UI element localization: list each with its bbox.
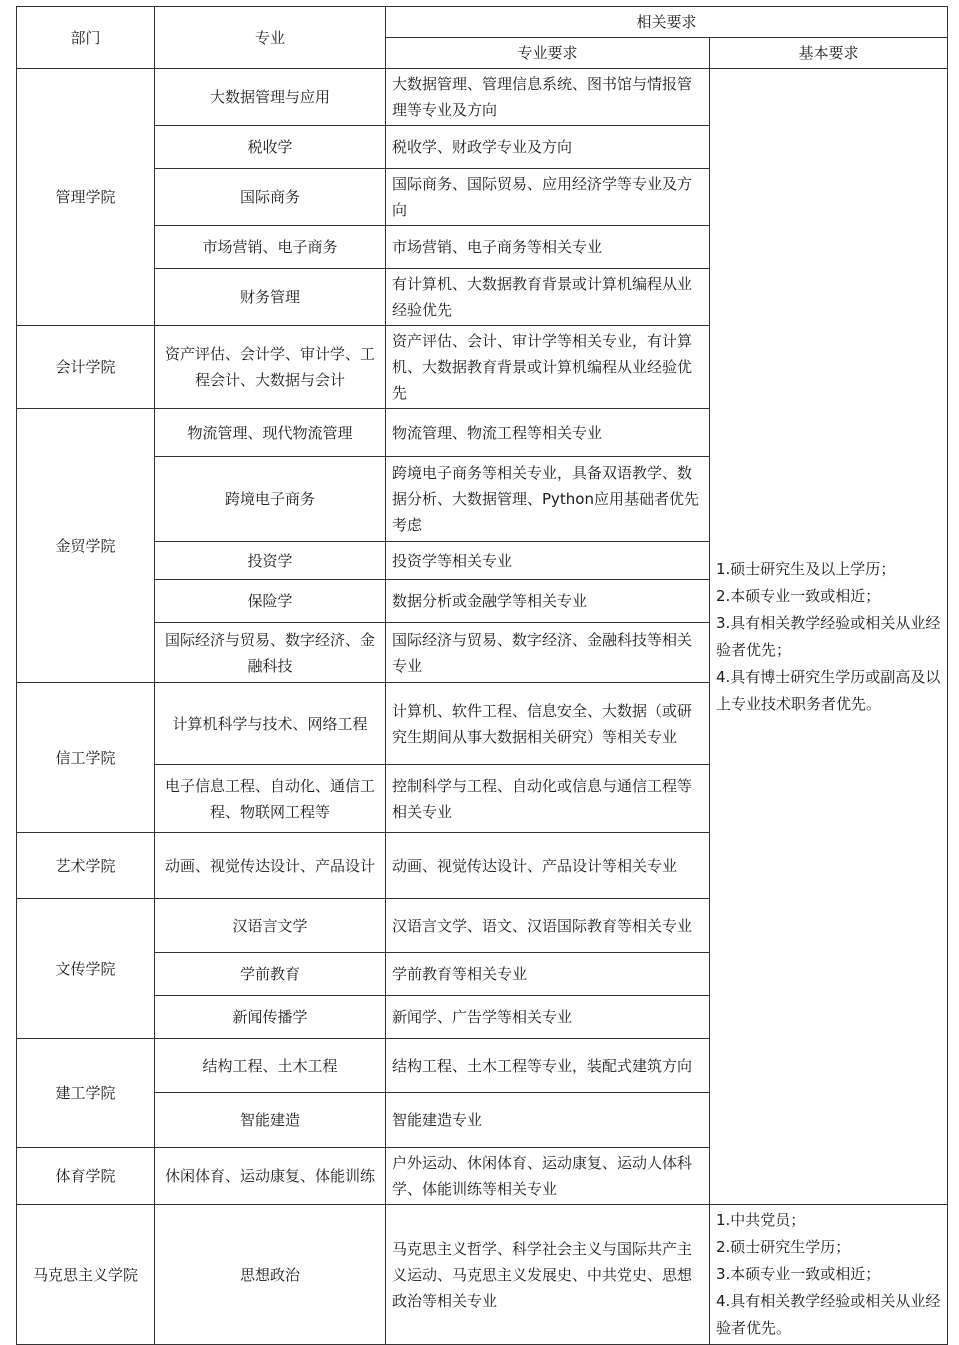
basic-requirement-item: 3.本硕专业一致或相近； xyxy=(716,1265,881,1283)
major-requirement-cell: 资产评估、会计、审计学等相关专业，有计算机、大数据教育背景或计算机编程从业经验优先 xyxy=(386,326,710,409)
basic-requirement-item: 4.具有博士研究生学历或副高及以上专业技术职务者优先。 xyxy=(716,667,941,713)
header-dept: 部门 xyxy=(17,7,155,69)
major-cell: 财务管理 xyxy=(155,269,386,326)
major-requirement-cell: 国际商务、国际贸易、应用经济学等专业及方向 xyxy=(386,169,710,226)
major-cell: 投资学 xyxy=(155,542,386,580)
major-requirement-cell: 数据分析或金融学等相关专业 xyxy=(386,580,710,623)
major-cell: 学前教育 xyxy=(155,953,386,996)
major-cell: 保险学 xyxy=(155,580,386,623)
dept-cell: 马克思主义学院 xyxy=(17,1205,155,1345)
major-requirement-cell: 投资学等相关专业 xyxy=(386,542,710,580)
major-cell: 智能建造 xyxy=(155,1093,386,1148)
dept-cell: 金贸学院 xyxy=(17,409,155,683)
basic-requirement-item: 1.硕士研究生及以上学历； xyxy=(716,559,896,578)
major-requirement-cell: 大数据管理、管理信息系统、图书馆与情报管理等专业及方向 xyxy=(386,69,710,126)
dept-cell: 体育学院 xyxy=(17,1148,155,1205)
major-requirement-cell: 智能建造专业 xyxy=(386,1093,710,1148)
header-major-req: 专业要求 xyxy=(386,38,710,69)
major-requirement-cell: 国际经济与贸易、数字经济、金融科技等相关专业 xyxy=(386,623,710,683)
major-requirement-cell: 新闻学、广告学等相关专业 xyxy=(386,996,710,1039)
major-cell: 大数据管理与应用 xyxy=(155,69,386,126)
major-cell: 思想政治 xyxy=(155,1205,386,1345)
header-basic-req: 基本要求 xyxy=(710,38,948,69)
table-row xyxy=(17,69,948,126)
major-requirement-cell: 有计算机、大数据教育背景或计算机编程从业经验优先 xyxy=(386,269,710,326)
major-cell: 新闻传播学 xyxy=(155,996,386,1039)
table-row xyxy=(17,1205,948,1345)
major-requirement-cell: 市场营销、电子商务等相关专业 xyxy=(386,226,710,269)
major-cell: 跨境电子商务 xyxy=(155,457,386,542)
major-cell: 税收学 xyxy=(155,126,386,169)
major-cell: 计算机科学与技术、网络工程 xyxy=(155,683,386,765)
major-requirement-cell: 户外运动、休闲体育、运动康复、运动人体科学、体能训练等相关专业 xyxy=(386,1148,710,1205)
major-cell: 国际经济与贸易、数字经济、金融科技 xyxy=(155,623,386,683)
major-requirement-cell: 跨境电子商务等相关专业，具备双语教学、数据分析、大数据管理、Python应用基础者优先考虑 xyxy=(386,457,710,542)
dept-cell: 建工学院 xyxy=(17,1039,155,1148)
major-requirement-cell: 动画、视觉传达设计、产品设计等相关专业 xyxy=(386,833,710,899)
major-requirement-cell: 税收学、财政学专业及方向 xyxy=(386,126,710,169)
major-requirement-cell: 物流管理、物流工程等相关专业 xyxy=(386,409,710,457)
major-requirement-cell: 结构工程、土木工程等专业，装配式建筑方向 xyxy=(386,1039,710,1093)
major-cell: 休闲体育、运动康复、体能训练 xyxy=(155,1148,386,1205)
major-cell: 市场营销、电子商务 xyxy=(155,226,386,269)
basic-requirement-item: 3.具有相关教学经验或相关从业经验者优先； xyxy=(716,613,941,659)
major-cell: 结构工程、土木工程 xyxy=(155,1039,386,1093)
recruitment-table xyxy=(16,6,948,1345)
header-related: 相关要求 xyxy=(386,7,948,38)
basic-requirement-marxism xyxy=(710,1205,948,1345)
major-requirement-cell: 控制科学与工程、自动化或信息与通信工程等相关专业 xyxy=(386,765,710,833)
major-requirement-cell: 学前教育等相关专业 xyxy=(386,953,710,996)
major-cell: 汉语言文学 xyxy=(155,899,386,953)
dept-cell: 艺术学院 xyxy=(17,833,155,899)
basic-requirement-item: 4.具有相关教学经验或相关从业经验者优先。 xyxy=(716,1292,941,1337)
major-requirement-cell: 马克思主义哲学、科学社会主义与国际共产主义运动、马克思主义发展史、中共党史、思想政治等相关专业 xyxy=(386,1205,710,1345)
major-cell: 动画、视觉传达设计、产品设计 xyxy=(155,833,386,899)
header-major: 专业 xyxy=(155,7,386,69)
major-cell: 国际商务 xyxy=(155,169,386,226)
major-requirement-cell: 计算机、软件工程、信息安全、大数据（或研究生期间从事大数据相关研究）等相关专业 xyxy=(386,683,710,765)
major-requirement-cell: 汉语言文学、语文、汉语国际教育等相关专业 xyxy=(386,899,710,953)
basic-requirement-item: 1.中共党员； xyxy=(716,1211,806,1229)
dept-cell: 会计学院 xyxy=(17,326,155,409)
major-cell: 资产评估、会计学、审计学、工程会计、大数据与会计 xyxy=(155,326,386,409)
dept-cell: 信工学院 xyxy=(17,683,155,833)
basic-requirement-item: 2.本硕专业一致或相近； xyxy=(716,586,881,605)
major-cell: 物流管理、现代物流管理 xyxy=(155,409,386,457)
dept-cell: 文传学院 xyxy=(17,899,155,1039)
basic-requirement-general xyxy=(710,69,948,1205)
dept-cell: 管理学院 xyxy=(17,69,155,326)
basic-requirement-item: 2.硕士研究生学历； xyxy=(716,1238,851,1256)
major-cell: 电子信息工程、自动化、通信工程、物联网工程等 xyxy=(155,765,386,833)
